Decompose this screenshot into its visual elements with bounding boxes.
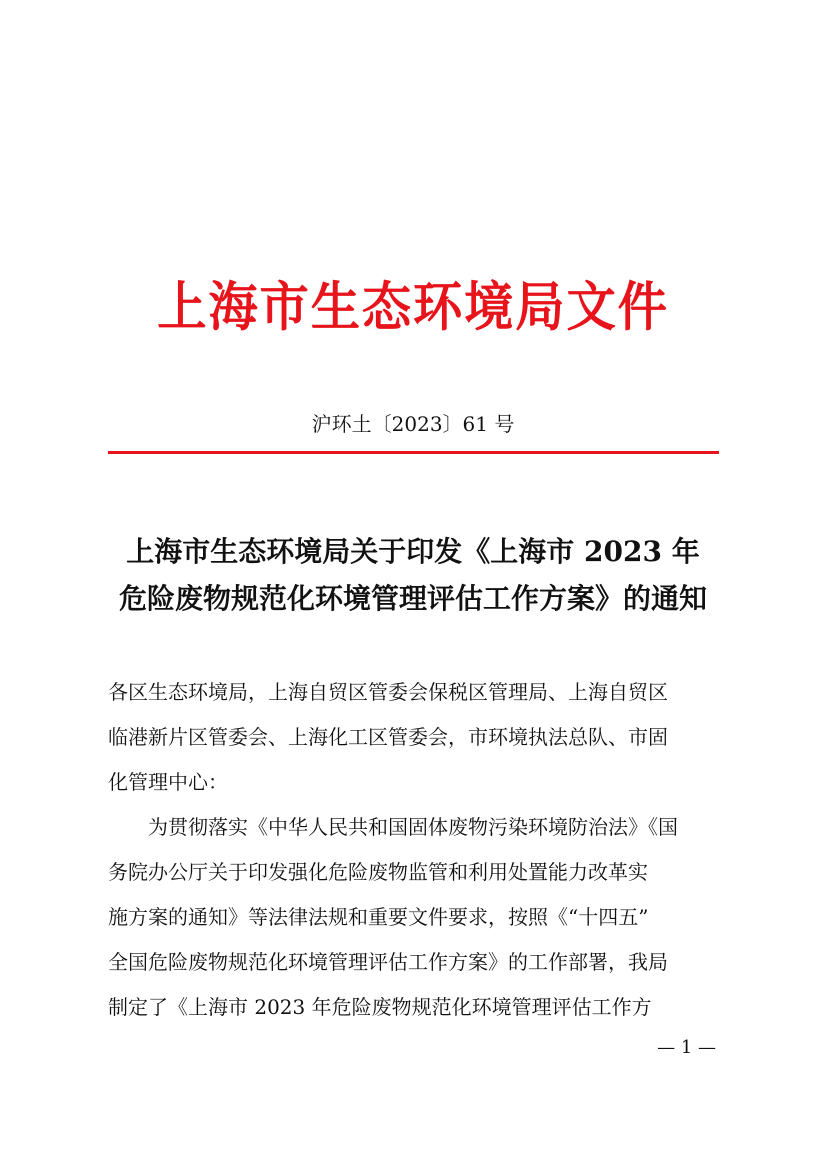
- body-line-7: 全国危险废物规范化环境管理评估工作方案》的工作部署，我局: [108, 950, 668, 974]
- body-line-3: 化管理中心：: [108, 770, 228, 794]
- body-line-6: 施方案的通知》等法律法规和重要文件要求，按照《“十四五”: [108, 905, 649, 929]
- body-text: [108, 670, 720, 1030]
- document-title: [100, 528, 726, 622]
- document-number: 沪环土〔2023〕61 号: [311, 412, 515, 436]
- document-title-line-2: 危险废物规范化环境管理评估工作方案》的通知: [118, 582, 707, 615]
- red-separator-line: [108, 451, 719, 454]
- body-line-5: 务院办公厅关于印发强化危险废物监管和利用处置能力改革实: [108, 860, 648, 884]
- body-line-8: 制定了《上海市 2023 年危险废物规范化环境管理评估工作方: [108, 995, 652, 1019]
- body-line-1: 各区生态环境局，上海自贸区管委会保税区管理局、上海自贸区: [108, 680, 668, 704]
- body-line-2: 临港新片区管委会、上海化工区管委会，市环境执法总队、市固: [108, 725, 668, 749]
- body-line-4: 为贯彻落实《中华人民共和国固体废物污染环境防治法》《国: [148, 815, 678, 839]
- document-title-line-1: 上海市生态环境局关于印发《上海市 2023 年: [126, 535, 700, 568]
- page-number: — 1 —: [657, 1037, 716, 1058]
- masthead-title: 上海市生态环境局文件: [157, 276, 669, 338]
